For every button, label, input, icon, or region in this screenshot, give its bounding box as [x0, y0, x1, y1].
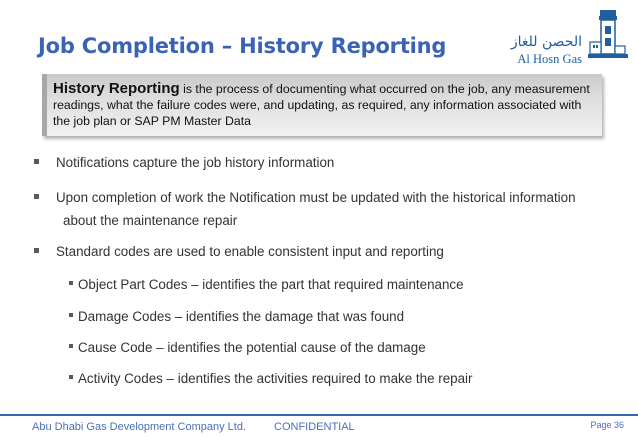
banner-accent-bar [42, 74, 47, 136]
company-logo [500, 6, 630, 72]
footer-company: Abu Dhabi Gas Development Company Ltd. [32, 421, 247, 433]
banner-lead: History Reporting [53, 80, 180, 97]
logo-english-text: Al Hosn Gas [517, 52, 582, 66]
sub-bullet-item: Cause Code – identifies the potential cause of the damage [78, 340, 426, 355]
banner-body: is the process of documenting what occurred on the job, any measurement readings, what the failure codes were, and updating, as required, any information associated with the job plan or SAP PM Master Data [53, 82, 590, 128]
definition-banner [42, 74, 602, 136]
sub-bullet-square-icon [69, 281, 73, 285]
sub-bullet-item: Activity Codes – identifies the activities required to make the repair [78, 371, 473, 386]
logo-arabic-text: الحصن للغاز [510, 34, 582, 50]
sub-bullet-square-icon [69, 344, 73, 348]
sub-bullet-item: Object Part Codes – identifies the part that required maintenance [78, 277, 464, 292]
bullet-item: Standard codes are used to enable consistent input and reporting [56, 244, 444, 259]
sub-bullet-square-icon [69, 375, 73, 379]
footer-divider [0, 414, 638, 416]
sub-bullet-item: Damage Codes – identifies the damage that was found [78, 309, 405, 324]
bullet-square-icon [34, 248, 39, 253]
page-title: Job Completion – History Reporting [38, 34, 447, 58]
bullet-item: Upon completion of work the Notification must be updated with the historical information [56, 190, 576, 205]
footer-confidential: CONFIDENTIAL [274, 421, 355, 433]
bullet-square-icon [34, 159, 39, 164]
sub-bullet-square-icon [69, 313, 73, 317]
tower-logo-icon [586, 6, 630, 70]
bullet-item-continuation: about the maintenance repair [63, 213, 238, 228]
banner-text [53, 81, 598, 129]
page-number: Page 36 [590, 420, 624, 430]
bullet-square-icon [34, 194, 39, 199]
bullet-item: Notifications capture the job history information [56, 155, 335, 170]
